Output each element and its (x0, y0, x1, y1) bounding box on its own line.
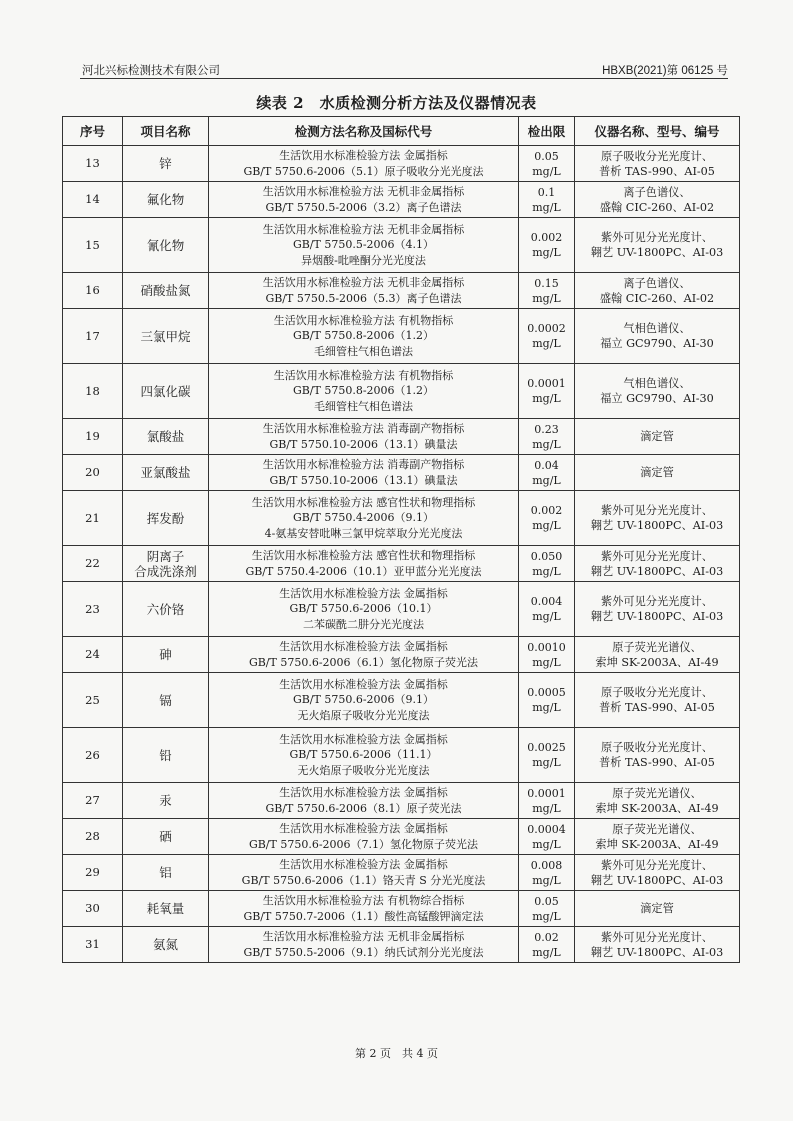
cell-no: 27 (63, 783, 123, 819)
cell-method (209, 146, 519, 182)
table-row (63, 273, 740, 309)
cell-instrument-line: 离子色谱仪、 (623, 185, 691, 199)
cell-limit-line: 0.0025 (527, 741, 566, 754)
cell-item-line: 镉 (159, 692, 172, 708)
cell-method (209, 855, 519, 891)
cell-method-line: GB/T 5750.8-2006（1.2） (292, 384, 435, 398)
cell-limit-line: mg/L (532, 246, 561, 259)
cell-item (123, 273, 209, 309)
cell-instrument-line: 原子荧光光谱仪、 (612, 640, 702, 654)
cell-method (209, 309, 519, 364)
cell-method-line: GB/T 5750.5-2006（9.1）纳氏试剂分光光度法 (243, 945, 484, 959)
table-header-row (63, 117, 740, 146)
table-row (63, 819, 740, 855)
cell-limit (519, 637, 575, 673)
cell-limit-line: 0.05 (534, 894, 559, 908)
table-row (63, 364, 740, 419)
cell-instrument-line: 原子吸收分光光度计、 (601, 741, 713, 754)
cell-no: 29 (63, 855, 123, 891)
cell-method-line: 生活饮用水标准检验方法 金属指标 (279, 786, 448, 800)
cell-limit (519, 855, 575, 891)
cell-item-line: 氯酸盐 (146, 429, 185, 444)
cell-instrument-line: 翱艺 UV-1800PC、AI-03 (590, 610, 724, 623)
cell-item (123, 637, 209, 673)
cell-no: 16 (63, 273, 123, 309)
cell-instrument-line: 原子荧光光谱仪、 (612, 822, 702, 836)
table-row (63, 673, 740, 728)
cell-limit (519, 419, 575, 455)
cell-instrument-line: 紫外可见分光光度计、 (601, 504, 713, 517)
cell-method-line: GB/T 5750.4-2006（10.1）亚甲蓝分光光度法 (245, 564, 482, 578)
cell-limit (519, 309, 575, 364)
cell-item (123, 891, 209, 927)
cell-limit-line: mg/L (532, 801, 561, 815)
cell-item-line: 挥发酚 (146, 510, 185, 526)
cell-item (123, 364, 209, 419)
cell-instrument-line: 气相色谱仪、 (623, 322, 691, 335)
cell-item (123, 491, 209, 546)
cell-limit (519, 146, 575, 182)
cell-instrument-line: 普析 TAS-990、AI-05 (599, 701, 715, 714)
table-row (63, 455, 740, 491)
cell-limit-line: 0.1 (537, 185, 556, 199)
cell-no: 15 (63, 218, 123, 273)
cell-item-line: 汞 (159, 793, 172, 808)
cell-method (209, 673, 519, 728)
company-name: 河北兴标检测技术有限公司 (82, 63, 220, 77)
cell-item (123, 855, 209, 891)
cell-instrument-line: 福立 GC9790、AI-30 (600, 392, 714, 405)
table-row (63, 182, 740, 218)
cell-item (123, 419, 209, 455)
cell-instrument (575, 637, 740, 673)
cell-limit (519, 728, 575, 783)
cell-method (209, 182, 519, 218)
cell-no: 14 (63, 182, 123, 218)
col-header-no: 序号 (63, 117, 123, 146)
cell-method-line: GB/T 5750.6-2006（11.1） (289, 748, 438, 762)
cell-no: 17 (63, 309, 123, 364)
cell-instrument-line: 紫外可见分光光度计、 (601, 549, 713, 563)
table-row (63, 891, 740, 927)
cell-method (209, 927, 519, 963)
table-title: 续表 2 水质检测分析方法及仪器情况表 (256, 94, 537, 112)
cell-no: 18 (63, 364, 123, 419)
cell-limit (519, 582, 575, 637)
cell-limit-line: 0.0001 (527, 786, 566, 800)
cell-limit-line: 0.05 (534, 149, 559, 163)
cell-limit-line: mg/L (532, 909, 561, 923)
cell-limit (519, 455, 575, 491)
cell-method-line: 生活饮用水标准检验方法 无机非金属指标 (262, 185, 465, 199)
cell-instrument (575, 783, 740, 819)
cell-limit (519, 783, 575, 819)
cell-method (209, 582, 519, 637)
cell-method-line: 生活饮用水标准检验方法 有机物综合指标 (262, 894, 465, 908)
cell-instrument-line: 盛翰 CIC-260、AI-02 (599, 291, 715, 305)
cell-limit-line: mg/L (532, 291, 561, 305)
cell-limit-line: mg/L (532, 164, 561, 178)
cell-instrument (575, 891, 740, 927)
cell-item (123, 819, 209, 855)
cell-method (209, 637, 519, 673)
cell-instrument-line: 滴定管 (640, 466, 674, 479)
cell-limit (519, 546, 575, 582)
cell-method-line: 生活饮用水标准检验方法 金属指标 (279, 640, 448, 654)
cell-limit-line: mg/L (532, 873, 561, 887)
cell-limit (519, 927, 575, 963)
cell-limit-line: 0.02 (534, 930, 559, 944)
cell-limit-line: 0.008 (530, 858, 563, 872)
cell-item-line: 阴离子 (146, 548, 185, 564)
cell-item (123, 673, 209, 728)
cell-instrument (575, 582, 740, 637)
cell-no: 22 (63, 546, 123, 582)
cell-method (209, 491, 519, 546)
table-row (63, 309, 740, 364)
table-row (63, 637, 740, 673)
cell-limit (519, 673, 575, 728)
col-header-limit: 检出限 (519, 117, 575, 146)
cell-method-line: 无火焰原子吸收分光光度法 (297, 708, 430, 722)
cell-method-line: GB/T 5750.5-2006（4.1） (292, 238, 435, 252)
cell-item (123, 455, 209, 491)
table-row (63, 218, 740, 273)
cell-limit-line: 0.050 (530, 549, 563, 563)
table-row (63, 491, 740, 546)
cell-method-line: 异烟酸-吡唑酮分光光度法 (301, 253, 426, 267)
report-number: HBXB(2021)第 06125 号 (602, 65, 728, 77)
cell-limit-line: mg/L (532, 701, 561, 714)
cell-method-line: GB/T 5750.6-2006（10.1） (289, 602, 438, 616)
cell-method-line: 4-氨基安替吡啉三氯甲烷萃取分光光度法 (264, 526, 463, 540)
cell-method (209, 419, 519, 455)
cell-instrument-line: 索坤 SK-2003A、AI-49 (595, 837, 719, 851)
cell-method-line: 生活饮用水标准检验方法 金属指标 (279, 822, 448, 836)
cell-limit-line: mg/L (532, 945, 561, 959)
cell-item-line: 三氯甲烷 (140, 328, 191, 344)
cell-no: 21 (63, 491, 123, 546)
cell-method-line: GB/T 5750.6-2006（5.1）原子吸收分光光度法 (243, 164, 484, 178)
cell-instrument (575, 546, 740, 582)
cell-method (209, 546, 519, 582)
page-header (80, 60, 728, 79)
table-row (63, 146, 740, 182)
cell-method-line: 生活饮用水标准检验方法 消毒副产物指标 (262, 422, 465, 436)
cell-method-line: 毛细管柱气相色谱法 (314, 344, 413, 358)
cell-instrument (575, 819, 740, 855)
cell-item-line: 铅 (159, 747, 172, 763)
cell-limit (519, 491, 575, 546)
cell-instrument-line: 翱艺 UV-1800PC、AI-03 (590, 519, 724, 532)
cell-instrument (575, 673, 740, 728)
cell-item-line: 砷 (159, 647, 172, 662)
cell-method (209, 218, 519, 273)
cell-instrument-line: 翱艺 UV-1800PC、AI-03 (590, 564, 724, 578)
cell-limit-line: 0.04 (534, 458, 559, 472)
cell-method-line: GB/T 5750.10-2006（13.1）碘量法 (269, 437, 458, 451)
cell-instrument (575, 419, 740, 455)
cell-item (123, 182, 209, 218)
cell-method-line: 生活饮用水标准检验方法 有机物指标 (273, 369, 454, 383)
cell-item-line: 合成洗涤剂 (134, 563, 197, 579)
cell-item (123, 582, 209, 637)
cell-instrument-line: 原子吸收分光光度计、 (601, 149, 713, 163)
cell-instrument-line: 原子吸收分光光度计、 (601, 686, 713, 699)
cell-method (209, 455, 519, 491)
cell-method-line: 生活饮用水标准检验方法 金属指标 (279, 858, 448, 872)
cell-limit-line: 0.002 (530, 231, 563, 244)
cell-instrument-line: 滴定管 (640, 430, 674, 443)
cell-instrument (575, 218, 740, 273)
cell-item (123, 146, 209, 182)
cell-no: 30 (63, 891, 123, 927)
cell-method-line: 无火焰原子吸收分光光度法 (297, 763, 430, 777)
table-row (63, 419, 740, 455)
cell-limit (519, 891, 575, 927)
cell-instrument (575, 309, 740, 364)
cell-instrument (575, 182, 740, 218)
cell-method-line: 生活饮用水标准检验方法 感官性状和物理指标 (251, 496, 476, 510)
cell-no: 28 (63, 819, 123, 855)
cell-instrument-line: 气相色谱仪、 (623, 377, 691, 390)
cell-item (123, 728, 209, 783)
cell-method (209, 273, 519, 309)
cell-limit-line: mg/L (532, 655, 561, 669)
cell-no: 31 (63, 927, 123, 963)
cell-item (123, 546, 209, 582)
cell-method-line: GB/T 5750.6-2006（6.1）氢化物原子荧光法 (248, 655, 479, 669)
cell-no: 19 (63, 419, 123, 455)
cell-instrument-line: 紫外可见分光光度计、 (601, 930, 713, 944)
cell-method-line: 二苯碳酰二肼分光光度法 (303, 617, 424, 631)
cell-method-line: GB/T 5750.8-2006（1.2） (292, 329, 435, 343)
table-row (63, 546, 740, 582)
cell-method-line: GB/T 5750.5-2006（5.3）离子色谱法 (265, 291, 462, 305)
cell-instrument-line: 原子荧光光谱仪、 (612, 786, 702, 800)
cell-item-line: 氰化物 (146, 237, 185, 253)
cell-method-line: 生活饮用水标准检验方法 无机非金属指标 (262, 930, 465, 944)
cell-instrument-line: 紫外可见分光光度计、 (601, 858, 713, 872)
cell-method-line: 生活饮用水标准检验方法 金属指标 (279, 733, 448, 747)
cell-instrument-line: 福立 GC9790、AI-30 (600, 337, 714, 350)
cell-limit (519, 182, 575, 218)
cell-limit-line: mg/L (532, 200, 561, 214)
col-header-instrument: 仪器名称、型号、编号 (575, 117, 740, 146)
cell-method (209, 364, 519, 419)
cell-limit-line: mg/L (532, 610, 561, 623)
cell-method-line: 生活饮用水标准检验方法 金属指标 (279, 149, 448, 163)
cell-instrument-line: 滴定管 (640, 902, 674, 915)
cell-method (209, 783, 519, 819)
cell-method (209, 728, 519, 783)
cell-item-line: 硒 (159, 829, 172, 844)
cell-limit-line: 0.0001 (527, 377, 566, 390)
cell-instrument (575, 146, 740, 182)
cell-limit-line: mg/L (532, 337, 561, 350)
cell-limit-line: 0.0002 (527, 322, 566, 335)
cell-instrument-line: 紫外可见分光光度计、 (601, 231, 713, 244)
cell-item-line: 四氯化碳 (140, 383, 191, 399)
cell-method-line: 生活饮用水标准检验方法 消毒副产物指标 (262, 458, 465, 472)
cell-instrument (575, 273, 740, 309)
table-row (63, 855, 740, 891)
cell-limit-line: mg/L (532, 437, 561, 451)
cell-no: 26 (63, 728, 123, 783)
cell-item-line: 耗氧量 (146, 901, 185, 916)
cell-method-line: GB/T 5750.6-2006（7.1）氢化物原子荧光法 (248, 837, 479, 851)
cell-method-line: 毛细管柱气相色谱法 (314, 399, 413, 413)
cell-item (123, 309, 209, 364)
cell-method-line: 生活饮用水标准检验方法 感官性状和物理指标 (251, 549, 476, 563)
cell-instrument (575, 364, 740, 419)
cell-limit-line: mg/L (532, 392, 561, 405)
cell-limit-line: mg/L (532, 519, 561, 532)
cell-item-line: 亚氯酸盐 (140, 465, 191, 480)
cell-limit (519, 364, 575, 419)
cell-item (123, 218, 209, 273)
cell-instrument-line: 离子色谱仪、 (623, 276, 691, 290)
cell-instrument (575, 728, 740, 783)
table-row (63, 783, 740, 819)
cell-instrument-line: 紫外可见分光光度计、 (601, 595, 713, 608)
cell-instrument (575, 855, 740, 891)
cell-limit-line: 0.23 (534, 422, 559, 436)
cell-method-line: 生活饮用水标准检验方法 金属指标 (279, 587, 448, 601)
cell-method-line: 生活饮用水标准检验方法 无机非金属指标 (262, 276, 465, 290)
cell-instrument-line: 翱艺 UV-1800PC、AI-03 (590, 945, 724, 959)
cell-method-line: GB/T 5750.5-2006（3.2）离子色谱法 (265, 200, 462, 214)
cell-limit-line: 0.0005 (527, 686, 566, 699)
cell-instrument (575, 927, 740, 963)
cell-limit (519, 273, 575, 309)
cell-no: 20 (63, 455, 123, 491)
cell-item-line: 硝酸盐氮 (140, 283, 191, 298)
cell-instrument-line: 普析 TAS-990、AI-05 (599, 756, 715, 769)
cell-no: 24 (63, 637, 123, 673)
cell-method-line: GB/T 5750.6-2006（9.1） (292, 693, 435, 707)
cell-instrument-line: 普析 TAS-990、AI-05 (599, 164, 715, 178)
cell-limit-line: 0.004 (530, 595, 563, 608)
cell-limit (519, 218, 575, 273)
cell-method-line: 生活饮用水标准检验方法 金属指标 (279, 678, 448, 692)
cell-limit-line: 0.0010 (527, 640, 566, 654)
cell-no: 25 (63, 673, 123, 728)
methods-table (62, 116, 740, 963)
cell-instrument (575, 491, 740, 546)
cell-item (123, 927, 209, 963)
cell-item-line: 氟化物 (146, 192, 185, 207)
cell-instrument (575, 455, 740, 491)
cell-method-line: GB/T 5750.6-2006（1.1）铬天青 S 分光光度法 (241, 873, 486, 887)
table-row (63, 728, 740, 783)
cell-limit-line: mg/L (532, 564, 561, 578)
cell-limit-line: mg/L (532, 837, 561, 851)
cell-method-line: GB/T 5750.10-2006（13.1）碘量法 (269, 473, 458, 487)
table-body (63, 146, 740, 963)
cell-limit-line: 0.15 (534, 276, 559, 290)
cell-instrument-line: 盛翰 CIC-260、AI-02 (599, 200, 715, 214)
cell-method-line: GB/T 5750.7-2006（1.1）酸性高锰酸钾滴定法 (243, 909, 484, 923)
cell-limit-line: 0.0004 (527, 822, 566, 836)
cell-instrument-line: 索坤 SK-2003A、AI-49 (595, 801, 719, 815)
cell-limit (519, 819, 575, 855)
cell-item-line: 锌 (159, 156, 172, 171)
page-number: 第 2 页 共 4 页 (355, 1047, 438, 1060)
cell-method (209, 891, 519, 927)
cell-method-line: GB/T 5750.6-2006（8.1）原子荧光法 (265, 801, 462, 815)
cell-method-line: 生活饮用水标准检验方法 有机物指标 (273, 314, 454, 328)
cell-item (123, 783, 209, 819)
cell-item-line: 六价铬 (146, 601, 185, 617)
cell-item-line: 铝 (159, 865, 172, 880)
cell-instrument-line: 翱艺 UV-1800PC、AI-03 (590, 873, 724, 887)
cell-instrument-line: 翱艺 UV-1800PC、AI-03 (590, 246, 724, 259)
cell-method-line: 生活饮用水标准检验方法 无机非金属指标 (262, 223, 465, 237)
cell-method-line: GB/T 5750.4-2006（9.1） (292, 511, 435, 525)
cell-method (209, 819, 519, 855)
cell-instrument-line: 索坤 SK-2003A、AI-49 (595, 655, 719, 669)
cell-no: 13 (63, 146, 123, 182)
cell-item-line: 氨氮 (152, 937, 178, 952)
col-header-method: 检测方法名称及国标代号 (209, 117, 519, 146)
table-row (63, 927, 740, 963)
cell-limit-line: mg/L (532, 756, 561, 769)
cell-no: 23 (63, 582, 123, 637)
table-row (63, 582, 740, 637)
col-header-item: 项目名称 (123, 117, 209, 146)
cell-limit-line: 0.002 (530, 504, 563, 517)
cell-limit-line: mg/L (532, 473, 561, 487)
